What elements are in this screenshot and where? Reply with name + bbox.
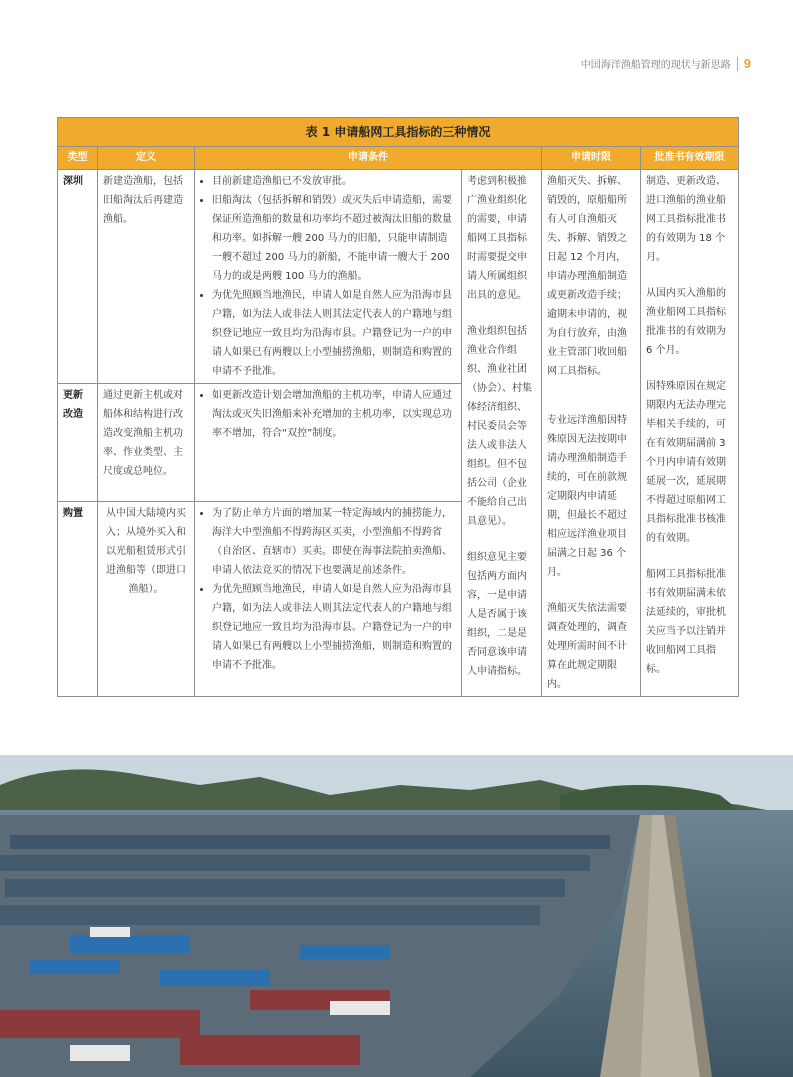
validity-para: 船网工具指标批准书有效期届满未依法延续的，审批机关应当予以注销并收回船网工具指标。 bbox=[646, 569, 726, 675]
opinion-para: 组织意见主要包括两方面内容，一是申请人是否属于该组织，二是是否同意该申请人申请指标。 bbox=[467, 552, 527, 677]
opinion-para: 渔业组织包括渔业合作组织、渔业社团（协会）、村集体经济组织、村民委员会等法人或非法人组织。但不包括公司（企业不能给自己出具意见）。 bbox=[467, 326, 532, 527]
time-limit-para: 渔船灭失、拆解、销毁的，原船船所有人可自渔船灭失、拆解、销毁之日起 12 个月内，申请办理渔船制造或更新改造手续；逾期未申请的，视为自行放弃，由渔业主管部门收回船网工具指标。 bbox=[547, 176, 627, 377]
header-divider bbox=[737, 57, 738, 71]
row-type: 深圳 bbox=[58, 170, 98, 384]
opinion-para: 考虑到积极推广渔业组织化的需要，申请船网工具指标时需要提交申请人所属组织出具的意见。 bbox=[467, 176, 527, 301]
col-header-time-limit: 申请时限 bbox=[542, 147, 641, 170]
time-limit-para: 渔船灭失依法需要调查处理的，调查处理所需时间不计算在此规定期限内。 bbox=[547, 603, 627, 690]
row-definition: 从中国大陆境内买入；从境外买入和以光船租赁形式引进渔船等（即进口渔船）。 bbox=[98, 502, 195, 697]
page-number: 9 bbox=[743, 56, 751, 71]
condition-item: • 为了防止单方片面的增加某一特定海域内的捕捞能力，海洋大中型渔船不得跨海区买卖，小型渔船不得跨省（自治区、直辖市）买卖。即使在海事法院拍卖渔船、申请人依法竞买的情况下也要满足前述条件。 bbox=[212, 504, 456, 580]
row-conditions bbox=[195, 170, 462, 384]
application-table bbox=[57, 117, 738, 697]
col-header-validity: 批准书有效期限 bbox=[641, 147, 739, 170]
col-header-type: 类型 bbox=[58, 147, 98, 170]
time-limit-cell bbox=[542, 170, 641, 697]
condition-item: • 为优先照顾当地渔民，申请人如是自然人应为沿海市县户籍，如为法人或非法人则其法定代表人的户籍地与组织登记地应一致且均为沿海市县。户籍登记为一户的申请人如果已有两艘以上小型捕捞渔船，则制造和购置的申请不予批准。 bbox=[212, 580, 456, 675]
row-definition: 通过更新主机或对船体和结构进行改造改变渔船主机功率、作业类型、主尺度或总吨位。 bbox=[98, 384, 195, 502]
row-type: 购置 bbox=[58, 502, 98, 697]
condition-item: • 目前新建造渔船已不发放审批。 bbox=[212, 172, 456, 191]
condition-item: • 为优先照顾当地渔民，申请人如是自然人应为沿海市县户籍，如为法人或非法人则其法定代表人的户籍地与组织登记地应一致且均为沿海市县。户籍登记为一户的申请人如果已有两艘以上小型捕捞渔船，则制造和购置的申请不予批准。 bbox=[212, 286, 456, 381]
col-header-conditions: 申请条件 bbox=[195, 147, 542, 170]
condition-item: • 旧船淘汰（包括拆解和销毁）或灭失后申请造船，需要保证所造渔船的数量和功率均不超过被淘汰旧船的数量和功率。如拆解一艘 200 马力的旧船，只能申请制造一艘不超过 200 马力的新船，不能申请一艘大于 200 马力的或是两艘 100 马力的渔船。 bbox=[212, 191, 456, 286]
opinion-cell bbox=[462, 170, 542, 697]
table-title: 表 1 申请船网工具指标的三种情况 bbox=[58, 118, 739, 147]
time-limit-para: 专业远洋渔船因特殊原因无法按期申请办理渔船制造手续的，可在前款规定期限内申请延期，但最长不超过相应远洋渔业项目届满之日起 36 个月。 bbox=[547, 415, 627, 578]
validity-para: 因特殊原因在规定期限内无法办理完毕相关手续的，可在有效期届满前 3 个月内申请有效期延展一次，延展期不得超过原船网工具指标批准书核准的有效期。 bbox=[646, 381, 726, 544]
row-definition: 新建造渔船，包括旧船淘汰后再建造渔船。 bbox=[98, 170, 195, 384]
condition-item: • 如更新改造计划会增加渔船的主机功率，申请人应通过淘汰或灭失旧渔船来补充增加的主机功率，以实现总功率不增加，符合“双控”制度。 bbox=[212, 386, 456, 443]
row-conditions bbox=[195, 384, 462, 502]
harbor-photo bbox=[0, 755, 793, 1077]
row-type: 更新改造 bbox=[58, 384, 98, 502]
validity-para: 制造、更新改造、进口渔船的渔业船网工具指标批准书的有效期为 18 个月。 bbox=[646, 176, 726, 263]
running-title: 中国海洋渔船管理的现状与新思路 bbox=[580, 60, 731, 71]
validity-cell bbox=[641, 170, 739, 697]
table-row bbox=[58, 170, 739, 384]
validity-para: 从国内买入渔船的渔业船网工具指标批准书的有效期为 6 个月。 bbox=[646, 288, 726, 356]
running-header bbox=[581, 56, 751, 71]
row-conditions bbox=[195, 502, 462, 697]
col-header-definition: 定义 bbox=[98, 147, 195, 170]
